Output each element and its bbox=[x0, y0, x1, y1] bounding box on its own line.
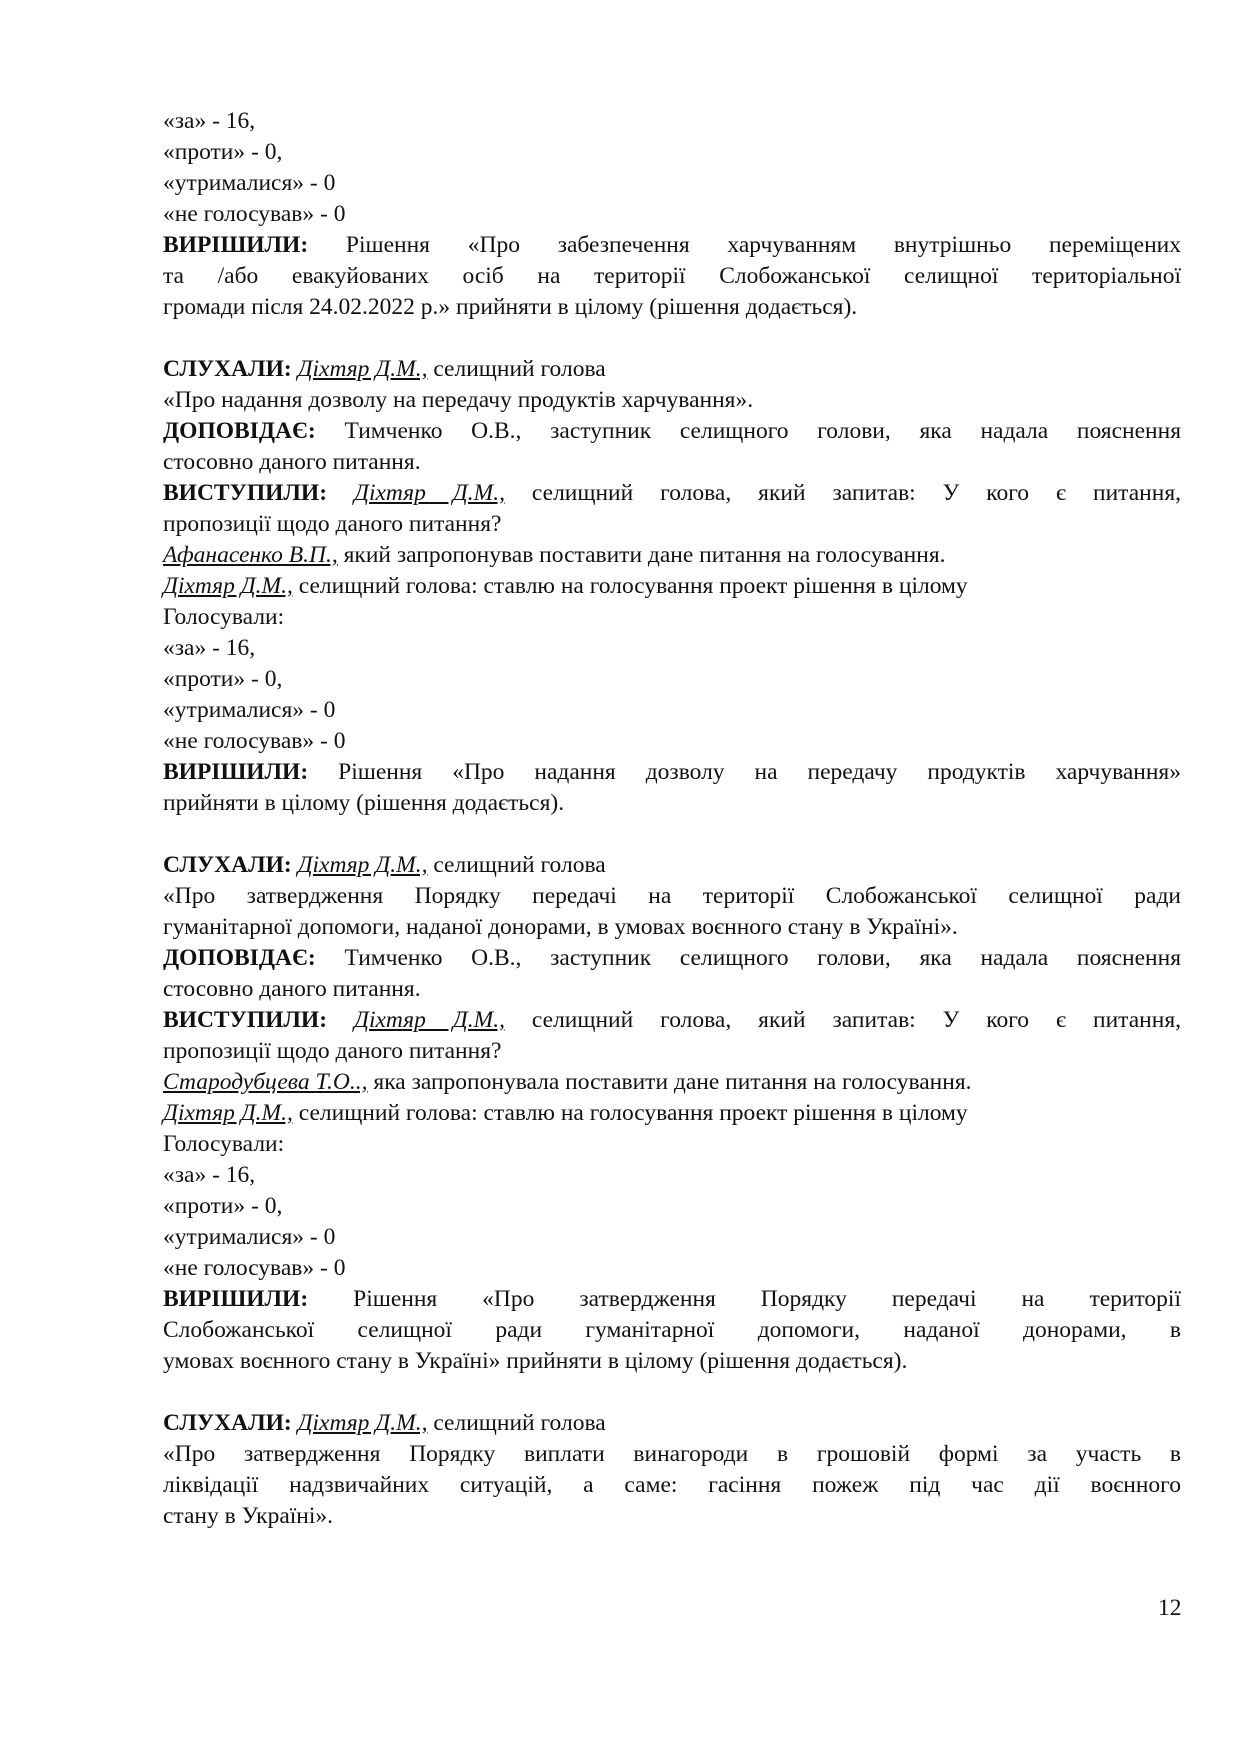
decision-paragraph-line bbox=[163, 230, 1181, 261]
reports-text: Тимченко О.В., заступник селищного голови, яка надала пояснення bbox=[315, 418, 1181, 444]
speaker-role: селищний голова bbox=[427, 1410, 606, 1436]
spoke-label: ВИСТУПИЛИ: bbox=[163, 1007, 328, 1033]
vote-for: «за» - 16, bbox=[163, 108, 256, 134]
reports-label: ДОПОВІДАЄ: bbox=[163, 945, 316, 971]
decision-paragraph-line bbox=[163, 757, 1181, 788]
decision-text: громади після 24.02.2022 р.» прийняти в цілому (рішення додається). bbox=[163, 294, 858, 320]
put-to-vote-line bbox=[163, 1098, 1181, 1129]
proposal-text: яка запропонувала поставити дане питання на голосування. bbox=[367, 1069, 972, 1095]
proposal-line bbox=[163, 1067, 1181, 1098]
decision-text: Слобожанської селищної ради гуманітарної допомоги, наданої донорами, в bbox=[163, 1317, 1181, 1343]
speaker-name: Діхтяр Д.М., bbox=[163, 1100, 293, 1126]
decided-label: ВИРІШИЛИ: bbox=[163, 1286, 309, 1312]
heard-line bbox=[163, 1408, 1181, 1439]
agenda-topic: «Про затвердження Порядку виплати винагороди в грошовій формі за участь в bbox=[163, 1441, 1181, 1467]
reports-text: стосовно даного питання. bbox=[163, 976, 421, 1002]
speaker-role: селищний голова bbox=[427, 852, 606, 878]
spoke-line bbox=[163, 478, 1181, 509]
reports-line bbox=[163, 943, 1181, 974]
speaker-name: Діхтяр Д.М., bbox=[163, 573, 293, 599]
vote-for: «за» - 16, bbox=[163, 635, 256, 661]
decided-label: ВИРІШИЛИ: bbox=[163, 759, 309, 785]
heard-line bbox=[163, 850, 1181, 881]
vote-against: «проти» - 0, bbox=[163, 1193, 283, 1219]
speaker-name: Діхтяр Д.М., bbox=[354, 1007, 505, 1033]
spoke-text: пропозиції щодо даного питання? bbox=[163, 511, 502, 537]
spoke-label: ВИСТУПИЛИ: bbox=[163, 480, 328, 506]
heard-label: СЛУХАЛИ: bbox=[163, 356, 292, 382]
speaker-role: селищний голова bbox=[427, 356, 606, 382]
agenda-topic: «Про надання дозволу на передачу продуктів харчування». bbox=[163, 387, 754, 413]
decision-text: та /або евакуйованих осіб на території Слобожанської селищної територіальної bbox=[163, 263, 1181, 289]
decided-label: ВИРІШИЛИ: bbox=[163, 232, 309, 258]
proposal-text: який запропонував поставити дане питання на голосування. bbox=[337, 542, 946, 568]
reports-line bbox=[163, 416, 1181, 447]
vote-against: «проти» - 0, bbox=[163, 666, 283, 692]
put-to-vote-text: селищний голова: ставлю на голосування проект рішення в цілому bbox=[292, 573, 968, 599]
decision-text: Рішення «Про забезпечення харчуванням внутрішньо переміщених bbox=[308, 232, 1181, 258]
vote-abstained: «утрималися» - 0 bbox=[163, 697, 336, 723]
speaker-name: Афанасенко В.П., bbox=[163, 542, 338, 568]
decision-paragraph-line bbox=[163, 1284, 1181, 1315]
spoke-text: селищний голова, який запитав: У кого є питання, bbox=[504, 480, 1182, 506]
decision-text: умовах воєнного стану в Україні» прийняти в цілому (рішення додається). bbox=[163, 1348, 908, 1374]
vote-not-voted: «не голосував» - 0 bbox=[163, 728, 346, 754]
vote-not-voted: «не голосував» - 0 bbox=[163, 1255, 346, 1281]
heard-label: СЛУХАЛИ: bbox=[163, 852, 292, 878]
decision-text: прийняти в цілому (рішення додається). bbox=[163, 790, 565, 816]
spoke-text: пропозиції щодо даного питання? bbox=[163, 1038, 502, 1064]
document-page bbox=[163, 106, 1181, 1532]
spoke-text: селищний голова, який запитав: У кого є питання, bbox=[504, 1007, 1182, 1033]
spoke-line bbox=[163, 1005, 1181, 1036]
speaker-name: Діхтяр Д.М., bbox=[297, 356, 428, 382]
speaker-name: Стародубцева Т.О.., bbox=[163, 1069, 368, 1095]
reports-label: ДОПОВІДАЄ: bbox=[163, 418, 316, 444]
decision-text: Рішення «Про надання дозволу на передачу продуктів харчування» bbox=[308, 759, 1181, 785]
page-number: 12 bbox=[1158, 1595, 1182, 1621]
reports-text: Тимченко О.В., заступник селищного голови, яка надала пояснення bbox=[315, 945, 1181, 971]
speaker-name: Діхтяр Д.М., bbox=[354, 480, 505, 506]
vote-abstained: «утрималися» - 0 bbox=[163, 170, 336, 196]
vote-abstained: «утрималися» - 0 bbox=[163, 1224, 336, 1250]
heard-line bbox=[163, 354, 1181, 385]
proposal-line bbox=[163, 540, 1181, 571]
speaker-name: Діхтяр Д.М., bbox=[297, 1410, 428, 1436]
heard-label: СЛУХАЛИ: bbox=[163, 1410, 292, 1436]
vote-for: «за» - 16, bbox=[163, 1162, 256, 1188]
speaker-name: Діхтяр Д.М., bbox=[297, 852, 428, 878]
voted-label: Голосували: bbox=[163, 1131, 285, 1157]
vote-not-voted: «не голосував» - 0 bbox=[163, 201, 346, 227]
voted-label: Голосували: bbox=[163, 604, 285, 630]
agenda-topic: «Про затвердження Порядку передачі на території Слобожанської селищної ради bbox=[163, 883, 1181, 909]
agenda-topic: стану в Україні». bbox=[163, 1503, 334, 1529]
vote-against: «проти» - 0, bbox=[163, 139, 283, 165]
put-to-vote-line bbox=[163, 571, 1181, 602]
put-to-vote-text: селищний голова: ставлю на голосування проект рішення в цілому bbox=[292, 1100, 968, 1126]
reports-text: стосовно даного питання. bbox=[163, 449, 421, 475]
decision-text: Рішення «Про затвердження Порядку передачі на території bbox=[308, 1286, 1181, 1312]
agenda-topic: гуманітарної допомоги, наданої донорами, в умовах воєнного стану в Україні». bbox=[163, 914, 958, 940]
agenda-topic: ліквідації надзвичайних ситуацій, а саме: гасіння пожеж під час дії воєнного bbox=[163, 1472, 1181, 1498]
